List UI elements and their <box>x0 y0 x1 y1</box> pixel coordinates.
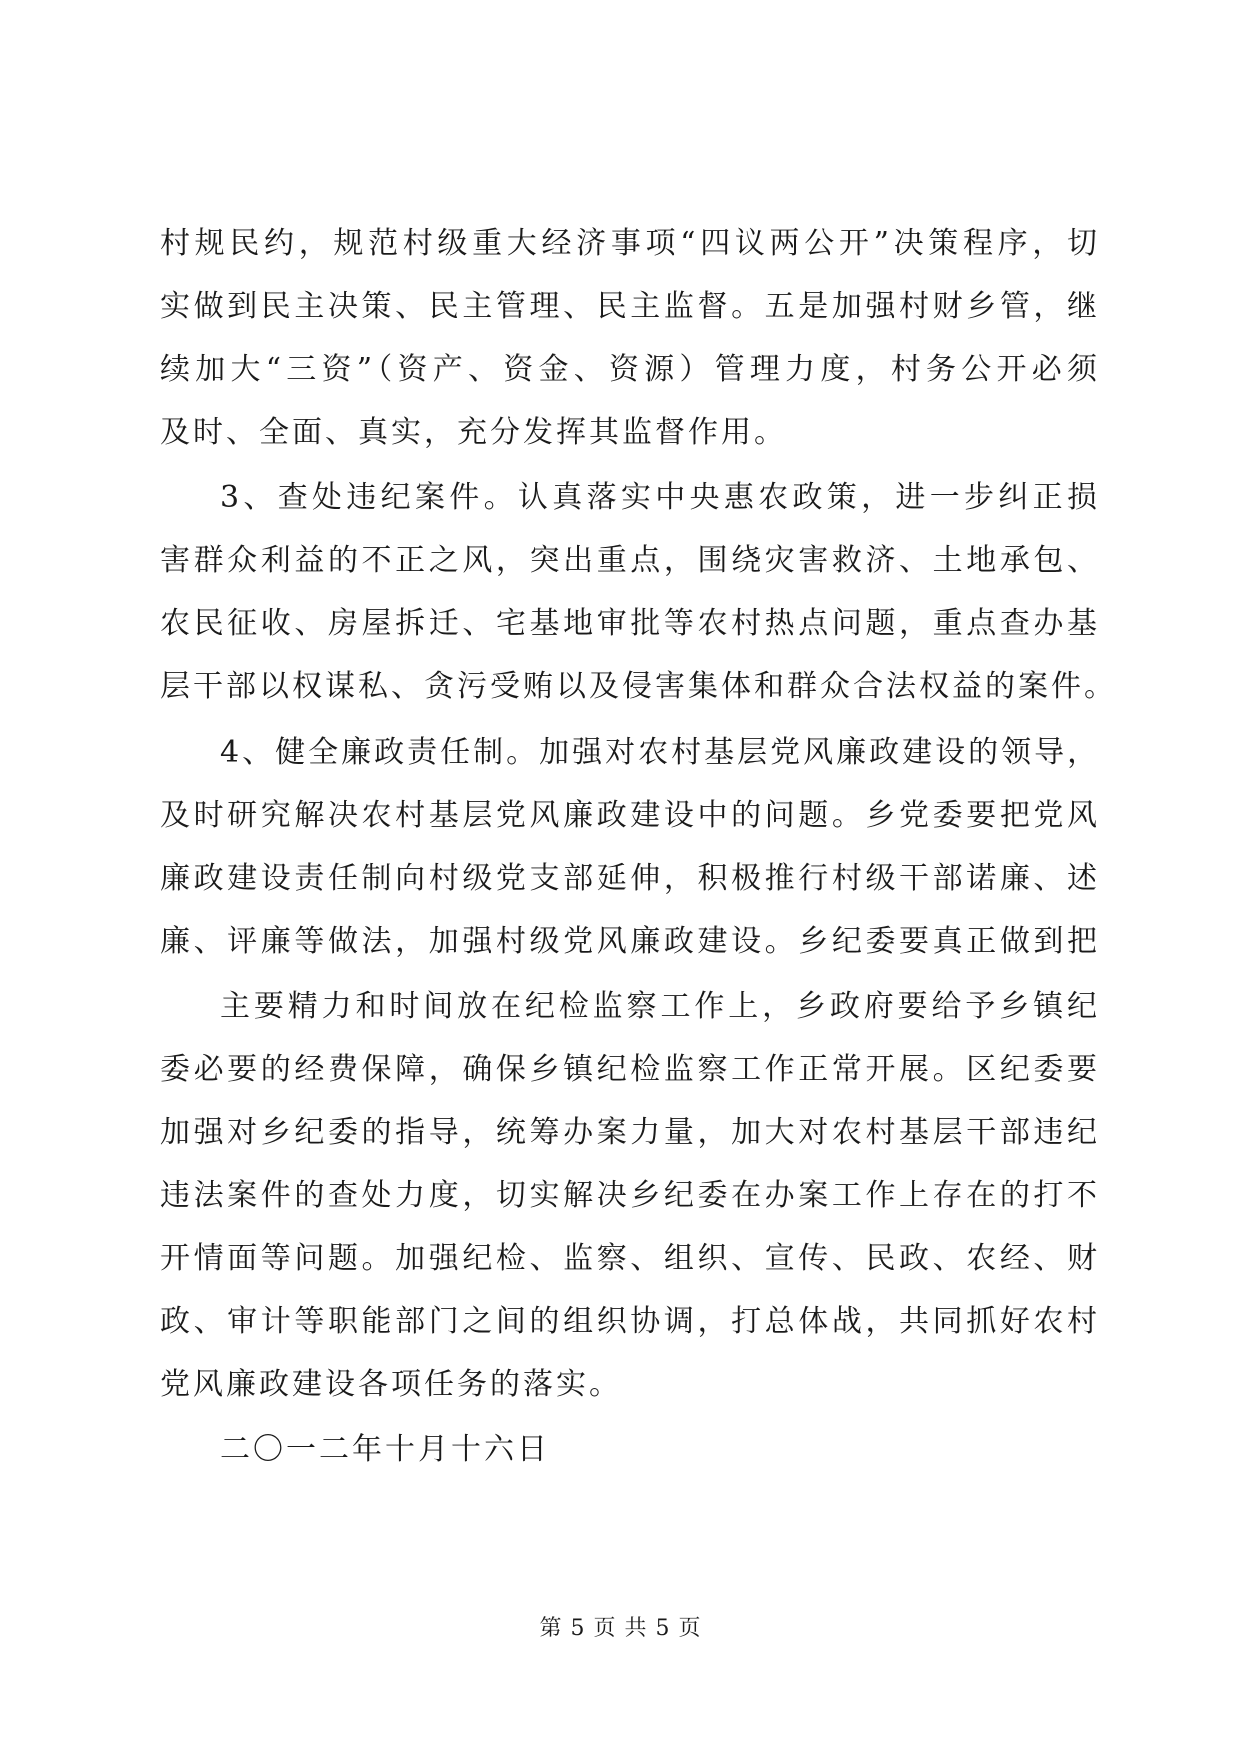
paragraph-line: 3、查处违纪案件。认真落实中央惠农政策，进一步纠正损 <box>220 480 1100 515</box>
paragraph-line: 违法案件的查处力度，切实解决乡纪委在办案工作上存在的打不 <box>160 1178 1100 1213</box>
document-date: 二〇一二年十月十六日 <box>220 1432 550 1467</box>
paragraph-line: 续加大“三资”（资产、资金、资源）管理力度，村务公开必须 <box>160 352 1100 387</box>
paragraph-line: 开情面等问题。加强纪检、监察、组织、宣传、民政、农经、财 <box>160 1241 1100 1276</box>
paragraph-line: 层干部以权谋私、贪污受贿以及侵害集体和群众合法权益的案件。 <box>160 669 1117 704</box>
paragraph-line: 农民征收、房屋拆迁、宅基地审批等农村热点问题，重点查办基 <box>160 606 1100 641</box>
paragraph-line: 廉、评廉等做法，加强村级党风廉政建设。乡纪委要真正做到把 <box>160 924 1100 959</box>
paragraph-line: 害群众利益的不正之风，突出重点，围绕灾害救济、土地承包、 <box>160 543 1100 578</box>
paragraph-line: 廉政建设责任制向村级党支部延伸，积极推行村级干部诺廉、述 <box>160 861 1100 896</box>
page-footer: 第 5 页 共 5 页 <box>539 1616 702 1641</box>
paragraph-line: 委必要的经费保障，确保乡镇纪检监察工作正常开展。区纪委要 <box>160 1052 1100 1087</box>
paragraph-line: 实做到民主决策、民主管理、民主监督。五是加强村财乡管，继 <box>160 289 1100 324</box>
paragraph-line: 4、健全廉政责任制。加强对农村基层党风廉政建设的领导， <box>220 735 1101 770</box>
paragraph-line: 及时研究解决农村基层党风廉政建设中的问题。乡党委要把党风 <box>160 798 1100 833</box>
paragraph-line: 主要精力和时间放在纪检监察工作上，乡政府要给予乡镇纪 <box>220 989 1100 1024</box>
paragraph-line: 政、审计等职能部门之间的组织协调，打总体战，共同抓好农村 <box>160 1304 1100 1339</box>
paragraph-line: 加强对乡纪委的指导，统筹办案力量，加大对农村基层干部违纪 <box>160 1115 1100 1150</box>
paragraph-line: 党风廉政建设各项任务的落实。 <box>160 1367 622 1402</box>
paragraph-line: 村规民约，规范村级重大经济事项“四议两公开”决策程序，切 <box>160 226 1100 261</box>
paragraph-line: 及时、全面、真实，充分发挥其监督作用。 <box>160 415 787 450</box>
